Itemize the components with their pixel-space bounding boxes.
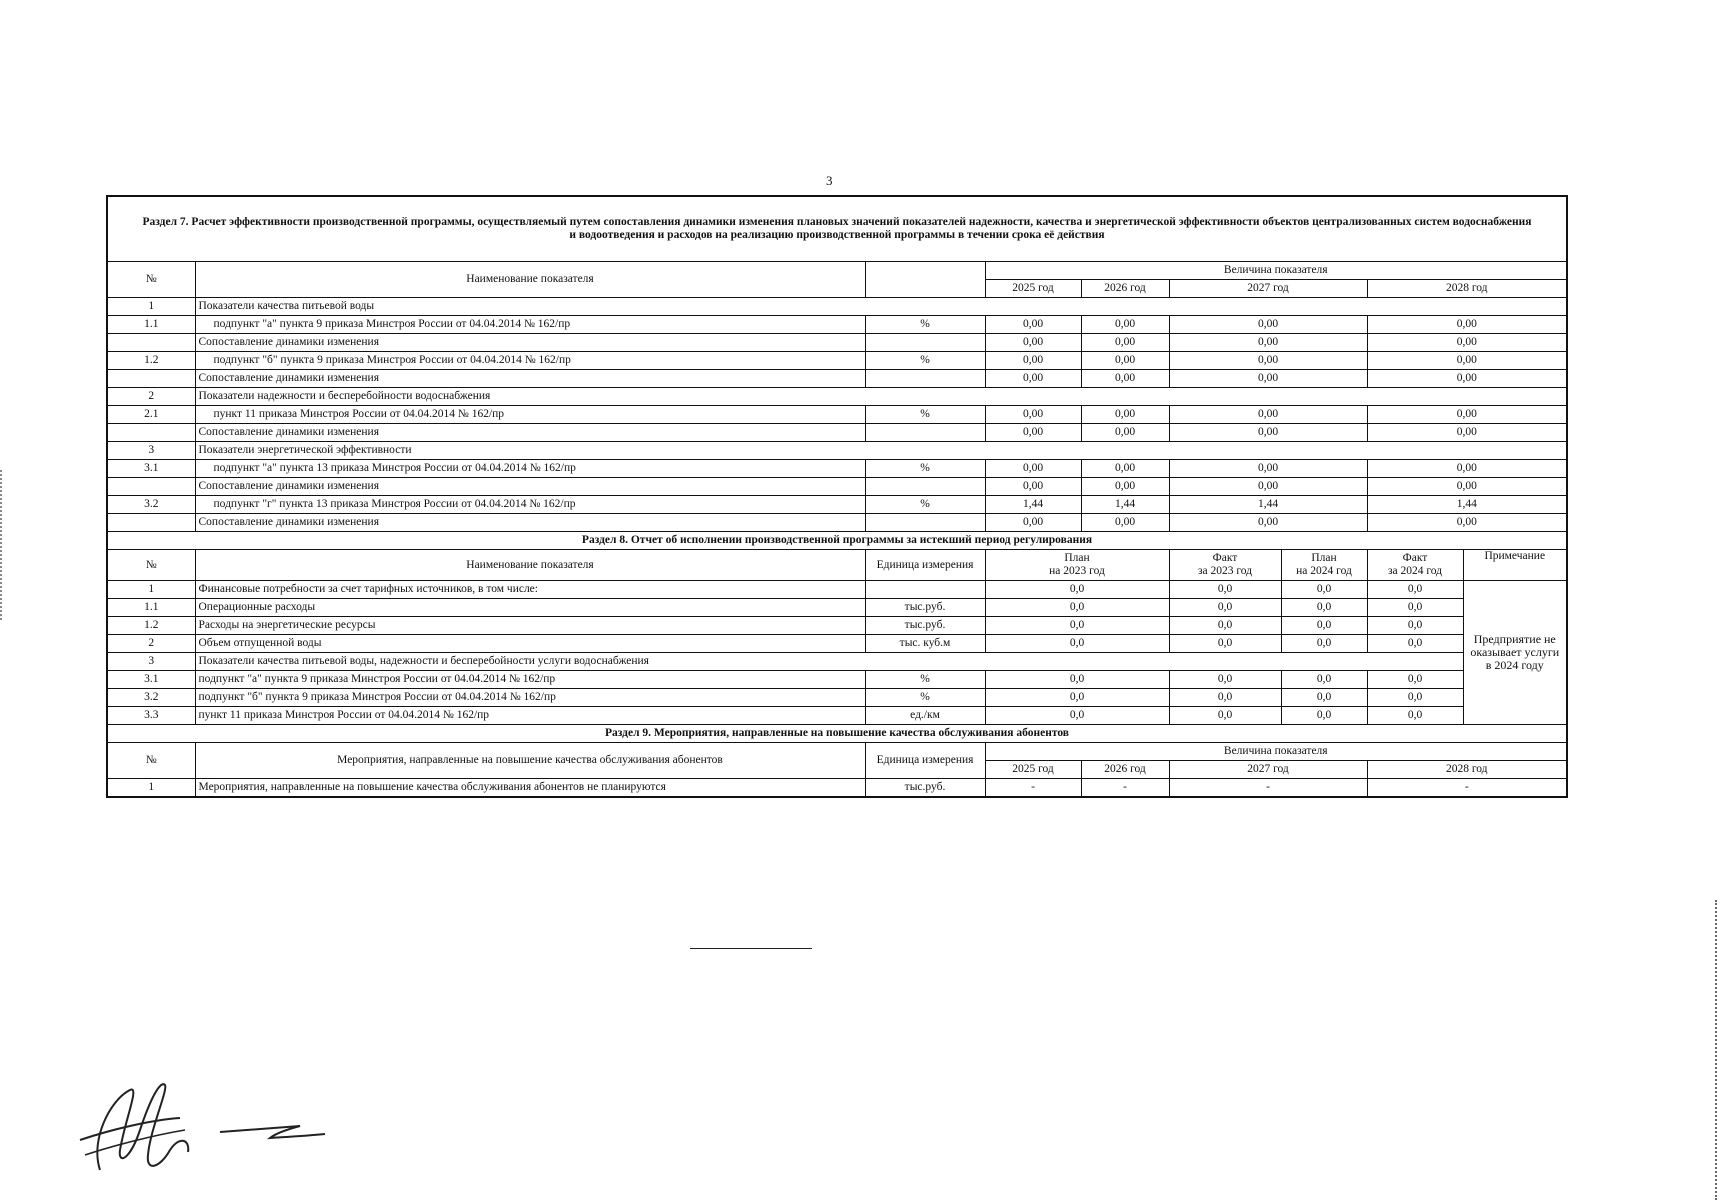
table-row — [107, 617, 1567, 635]
value-cell: 1,44 — [1367, 496, 1567, 514]
indicator-name: подпункт "б" пункта 9 приказа Минстроя России от 04.04.2014 № 162/пр — [195, 689, 865, 707]
value-cell: 0,00 — [1367, 334, 1567, 352]
value-cell: 0,00 — [1169, 478, 1367, 496]
value-cell: 0,00 — [985, 406, 1081, 424]
value-cell: - — [985, 779, 1081, 798]
scan-edge — [1715, 900, 1719, 1200]
row-number: 1 — [107, 298, 195, 316]
value-cell: 0,0 — [985, 635, 1169, 653]
section9-title: Раздел 9. Мероприятия, направленные на повышение качества обслуживания абонентов — [107, 725, 1567, 743]
col-name-header: Наименование показателя — [195, 550, 865, 581]
value-cell: 0,00 — [985, 514, 1081, 532]
section7-title: Раздел 7. Расчет эффективности производственной программы, осуществляемый путем сопоставления динамики изменения плановых значений показателей надежности, качества и энергетической эффективности объектов централизованных систем водоснабжения и водоотведения и расходов на реализацию производственной программы в течении срока её действия — [107, 196, 1567, 262]
row-number: 1.2 — [107, 617, 195, 635]
value-cell: 0,00 — [1169, 334, 1367, 352]
table-row — [107, 653, 1567, 671]
table-row — [107, 581, 1567, 599]
value-cell: 0,0 — [1169, 707, 1281, 725]
unit-cell — [865, 370, 985, 388]
unit-cell — [865, 334, 985, 352]
year-header: 2025 год — [985, 280, 1081, 298]
row-number — [107, 370, 195, 388]
indicator-name: Сопоставление динамики изменения — [195, 334, 865, 352]
table-row — [107, 460, 1567, 478]
row-number: 2.1 — [107, 406, 195, 424]
value-group-header: Величина показателя — [985, 262, 1567, 280]
value-cell: 0,0 — [1367, 689, 1463, 707]
section9-header-row — [107, 743, 1567, 761]
value-cell: 0,00 — [985, 370, 1081, 388]
row-number — [107, 334, 195, 352]
year-header: 2028 год — [1367, 280, 1567, 298]
plan-2024-header: План на 2024 год — [1281, 550, 1367, 581]
value-cell: - — [1169, 779, 1367, 798]
value-cell: 0,00 — [985, 316, 1081, 334]
table-row — [107, 707, 1567, 725]
value-cell: 0,0 — [985, 617, 1169, 635]
indicator-name: пункт 11 приказа Минстроя России от 04.04.2014 № 162/пр — [195, 707, 865, 725]
value-cell: 0,00 — [1081, 406, 1169, 424]
unit-cell: % — [865, 352, 985, 370]
value-cell: 1,44 — [1169, 496, 1367, 514]
value-cell: 0,0 — [985, 599, 1169, 617]
value-cell: 0,0 — [1367, 599, 1463, 617]
bottom-rule — [690, 948, 812, 949]
row-number: 3 — [107, 653, 195, 671]
indicator-name: подпункт "а" пункта 9 приказа Минстроя России от 04.04.2014 № 162/пр — [195, 316, 865, 334]
value-cell: 0,0 — [985, 707, 1169, 725]
indicator-name: Объем отпущенной воды — [195, 635, 865, 653]
plan-2023-header: План на 2023 год — [985, 550, 1169, 581]
row-number: 2 — [107, 635, 195, 653]
section7-title-row — [107, 196, 1567, 262]
value-cell: 0,0 — [985, 671, 1169, 689]
col-num-header: № — [107, 550, 195, 581]
value-cell: 0,0 — [1281, 635, 1367, 653]
year-header: 2028 год — [1367, 761, 1567, 779]
row-number: 1.2 — [107, 352, 195, 370]
value-cell: 0,0 — [985, 689, 1169, 707]
activity-name: Мероприятия, направленные на повышение качества обслуживания абонентов не планируются — [195, 779, 865, 798]
value-cell: 0,00 — [1367, 352, 1567, 370]
value-cell: 0,00 — [1081, 316, 1169, 334]
fact-2024-header: Факт за 2024 год — [1367, 550, 1463, 581]
value-cell: 0,00 — [985, 460, 1081, 478]
value-cell: 0,00 — [1081, 514, 1169, 532]
value-cell: 0,00 — [1081, 334, 1169, 352]
table-row — [107, 406, 1567, 424]
row-number: 3.2 — [107, 496, 195, 514]
table-row — [107, 496, 1567, 514]
value-cell: 1,44 — [985, 496, 1081, 514]
fact-2023-header: Факт за 2023 год — [1169, 550, 1281, 581]
table-row — [107, 514, 1567, 532]
unit-cell: % — [865, 671, 985, 689]
row-number: 2 — [107, 388, 195, 406]
table-row — [107, 478, 1567, 496]
value-cell: 0,00 — [1081, 478, 1169, 496]
table-row — [107, 334, 1567, 352]
value-cell: 0,00 — [1169, 352, 1367, 370]
note-cell: Предприятие не оказывает услуги в 2024 году — [1463, 581, 1567, 725]
table-row — [107, 671, 1567, 689]
table-row — [107, 689, 1567, 707]
value-cell: 0,00 — [1367, 514, 1567, 532]
value-cell: 0,0 — [1281, 689, 1367, 707]
unit-cell — [865, 478, 985, 496]
year-header: 2027 год — [1169, 280, 1367, 298]
indicator-name: Сопоставление динамики изменения — [195, 424, 865, 442]
value-cell: 0,00 — [985, 352, 1081, 370]
indicator-name: Сопоставление динамики изменения — [195, 514, 865, 532]
row-number: 1.1 — [107, 316, 195, 334]
value-cell: 0,0 — [1281, 707, 1367, 725]
section7-header-row — [107, 262, 1567, 280]
value-cell: 0,00 — [1367, 316, 1567, 334]
table-row — [107, 370, 1567, 388]
row-number — [107, 514, 195, 532]
value-cell: 0,00 — [1081, 370, 1169, 388]
col-name-header: Наименование показателя — [195, 262, 865, 298]
table-row — [107, 442, 1567, 460]
value-cell: 1,44 — [1081, 496, 1169, 514]
row-number: 3.3 — [107, 707, 195, 725]
indicator-name: подпункт "б" пункта 9 приказа Минстроя России от 04.04.2014 № 162/пр — [195, 352, 865, 370]
value-cell: 0,00 — [1169, 406, 1367, 424]
value-cell: 0,0 — [1367, 617, 1463, 635]
table-row — [107, 316, 1567, 334]
row-number: 3.1 — [107, 460, 195, 478]
value-cell: 0,00 — [985, 424, 1081, 442]
value-cell: 0,0 — [1281, 671, 1367, 689]
value-cell: 0,00 — [1367, 406, 1567, 424]
unit-cell: % — [865, 689, 985, 707]
section8-header-row — [107, 550, 1567, 581]
value-cell: 0,00 — [1367, 460, 1567, 478]
year-header: 2026 год — [1081, 761, 1169, 779]
value-cell: 0,00 — [1081, 424, 1169, 442]
unit-cell: тыс.руб. — [865, 599, 985, 617]
col-name-header: Мероприятия, направленные на повышение качества обслуживания абонентов — [195, 743, 865, 779]
value-cell: 0,00 — [1081, 460, 1169, 478]
value-cell: 0,0 — [1367, 581, 1463, 599]
note-header: Примечание — [1463, 550, 1567, 581]
row-number: 1 — [107, 581, 195, 599]
indicator-name: подпункт "а" пункта 9 приказа Минстроя России от 04.04.2014 № 162/пр — [195, 671, 865, 689]
table-row — [107, 599, 1567, 617]
value-cell: - — [1081, 779, 1169, 798]
col-num-header: № — [107, 743, 195, 779]
value-cell: 0,0 — [1169, 617, 1281, 635]
value-cell: 0,00 — [1367, 424, 1567, 442]
margin-marks — [0, 470, 6, 620]
value-cell: 0,0 — [1367, 707, 1463, 725]
indicator-name: Расходы на энергетические ресурсы — [195, 617, 865, 635]
value-cell: 0,0 — [1169, 599, 1281, 617]
page-number: 3 — [826, 173, 833, 188]
col-unit-header: Единица измерения — [865, 550, 985, 581]
value-cell: 0,00 — [1169, 514, 1367, 532]
value-cell: 0,00 — [1367, 478, 1567, 496]
row-number: 3 — [107, 442, 195, 460]
value-cell: 0,0 — [1367, 671, 1463, 689]
indicator-name: подпункт "а" пункта 13 приказа Минстроя России от 04.04.2014 № 162/пр — [195, 460, 865, 478]
row-number — [107, 424, 195, 442]
col-unit-header: Единица измерения — [865, 743, 985, 779]
table-row — [107, 298, 1567, 316]
unit-cell: % — [865, 460, 985, 478]
value-cell: 0,0 — [1281, 617, 1367, 635]
table-row — [107, 779, 1567, 798]
unit-cell: тыс.руб. — [865, 779, 985, 798]
group-label: Показатели качества питьевой воды, надежности и бесперебойности услуги водоснабжения — [195, 653, 1463, 671]
signature — [70, 1060, 360, 1180]
value-cell: 0,0 — [1281, 581, 1367, 599]
value-group-header: Величина показателя — [985, 743, 1567, 761]
row-number — [107, 478, 195, 496]
unit-cell: ед./км — [865, 707, 985, 725]
indicator-name: пункт 11 приказа Минстроя России от 04.04.2014 № 162/пр — [195, 406, 865, 424]
value-cell: - — [1367, 779, 1567, 798]
group-label: Показатели надежности и бесперебойности водоснабжения — [195, 388, 1567, 406]
section8-title-row — [107, 532, 1567, 550]
year-header: 2026 год — [1081, 280, 1169, 298]
unit-cell — [865, 581, 985, 599]
section8-title: Раздел 8. Отчет об исполнении производственной программы за истекший период регулирования — [107, 532, 1567, 550]
col-unit-header — [865, 262, 985, 298]
table-row — [107, 388, 1567, 406]
value-cell: 0,00 — [985, 478, 1081, 496]
unit-cell: % — [865, 406, 985, 424]
unit-cell — [865, 514, 985, 532]
value-cell: 0,0 — [1169, 689, 1281, 707]
value-cell: 0,0 — [1169, 581, 1281, 599]
unit-cell: % — [865, 316, 985, 334]
value-cell: 0,00 — [1169, 316, 1367, 334]
row-number: 3.2 — [107, 689, 195, 707]
row-number: 1 — [107, 779, 195, 798]
indicator-name: Финансовые потребности за счет тарифных источников, в том числе: — [195, 581, 865, 599]
unit-cell — [865, 424, 985, 442]
value-cell: 0,00 — [1169, 370, 1367, 388]
indicator-name: подпункт "г" пункта 13 приказа Минстроя России от 04.04.2014 № 162/пр — [195, 496, 865, 514]
value-cell: 0,00 — [1081, 352, 1169, 370]
value-cell: 0,00 — [1367, 370, 1567, 388]
indicator-name: Сопоставление динамики изменения — [195, 370, 865, 388]
year-header: 2027 год — [1169, 761, 1367, 779]
row-number: 1.1 — [107, 599, 195, 617]
value-cell: 0,00 — [985, 334, 1081, 352]
table-row — [107, 635, 1567, 653]
table-row — [107, 352, 1567, 370]
value-cell: 0,0 — [985, 581, 1169, 599]
year-header: 2025 год — [985, 761, 1081, 779]
unit-cell: тыс. куб.м — [865, 635, 985, 653]
main-table — [106, 195, 1568, 798]
unit-cell: % — [865, 496, 985, 514]
row-number: 3.1 — [107, 671, 195, 689]
table-row — [107, 424, 1567, 442]
section9-title-row — [107, 725, 1567, 743]
group-label: Показатели качества питьевой воды — [195, 298, 1567, 316]
value-cell: 0,00 — [1169, 424, 1367, 442]
unit-cell: тыс.руб. — [865, 617, 985, 635]
indicator-name: Операционные расходы — [195, 599, 865, 617]
group-label: Показатели энергетической эффективности — [195, 442, 1567, 460]
value-cell: 0,0 — [1169, 635, 1281, 653]
value-cell: 0,0 — [1281, 599, 1367, 617]
indicator-name: Сопоставление динамики изменения — [195, 478, 865, 496]
value-cell: 0,0 — [1169, 671, 1281, 689]
value-cell: 0,0 — [1367, 635, 1463, 653]
value-cell: 0,00 — [1169, 460, 1367, 478]
col-num-header: № — [107, 262, 195, 298]
